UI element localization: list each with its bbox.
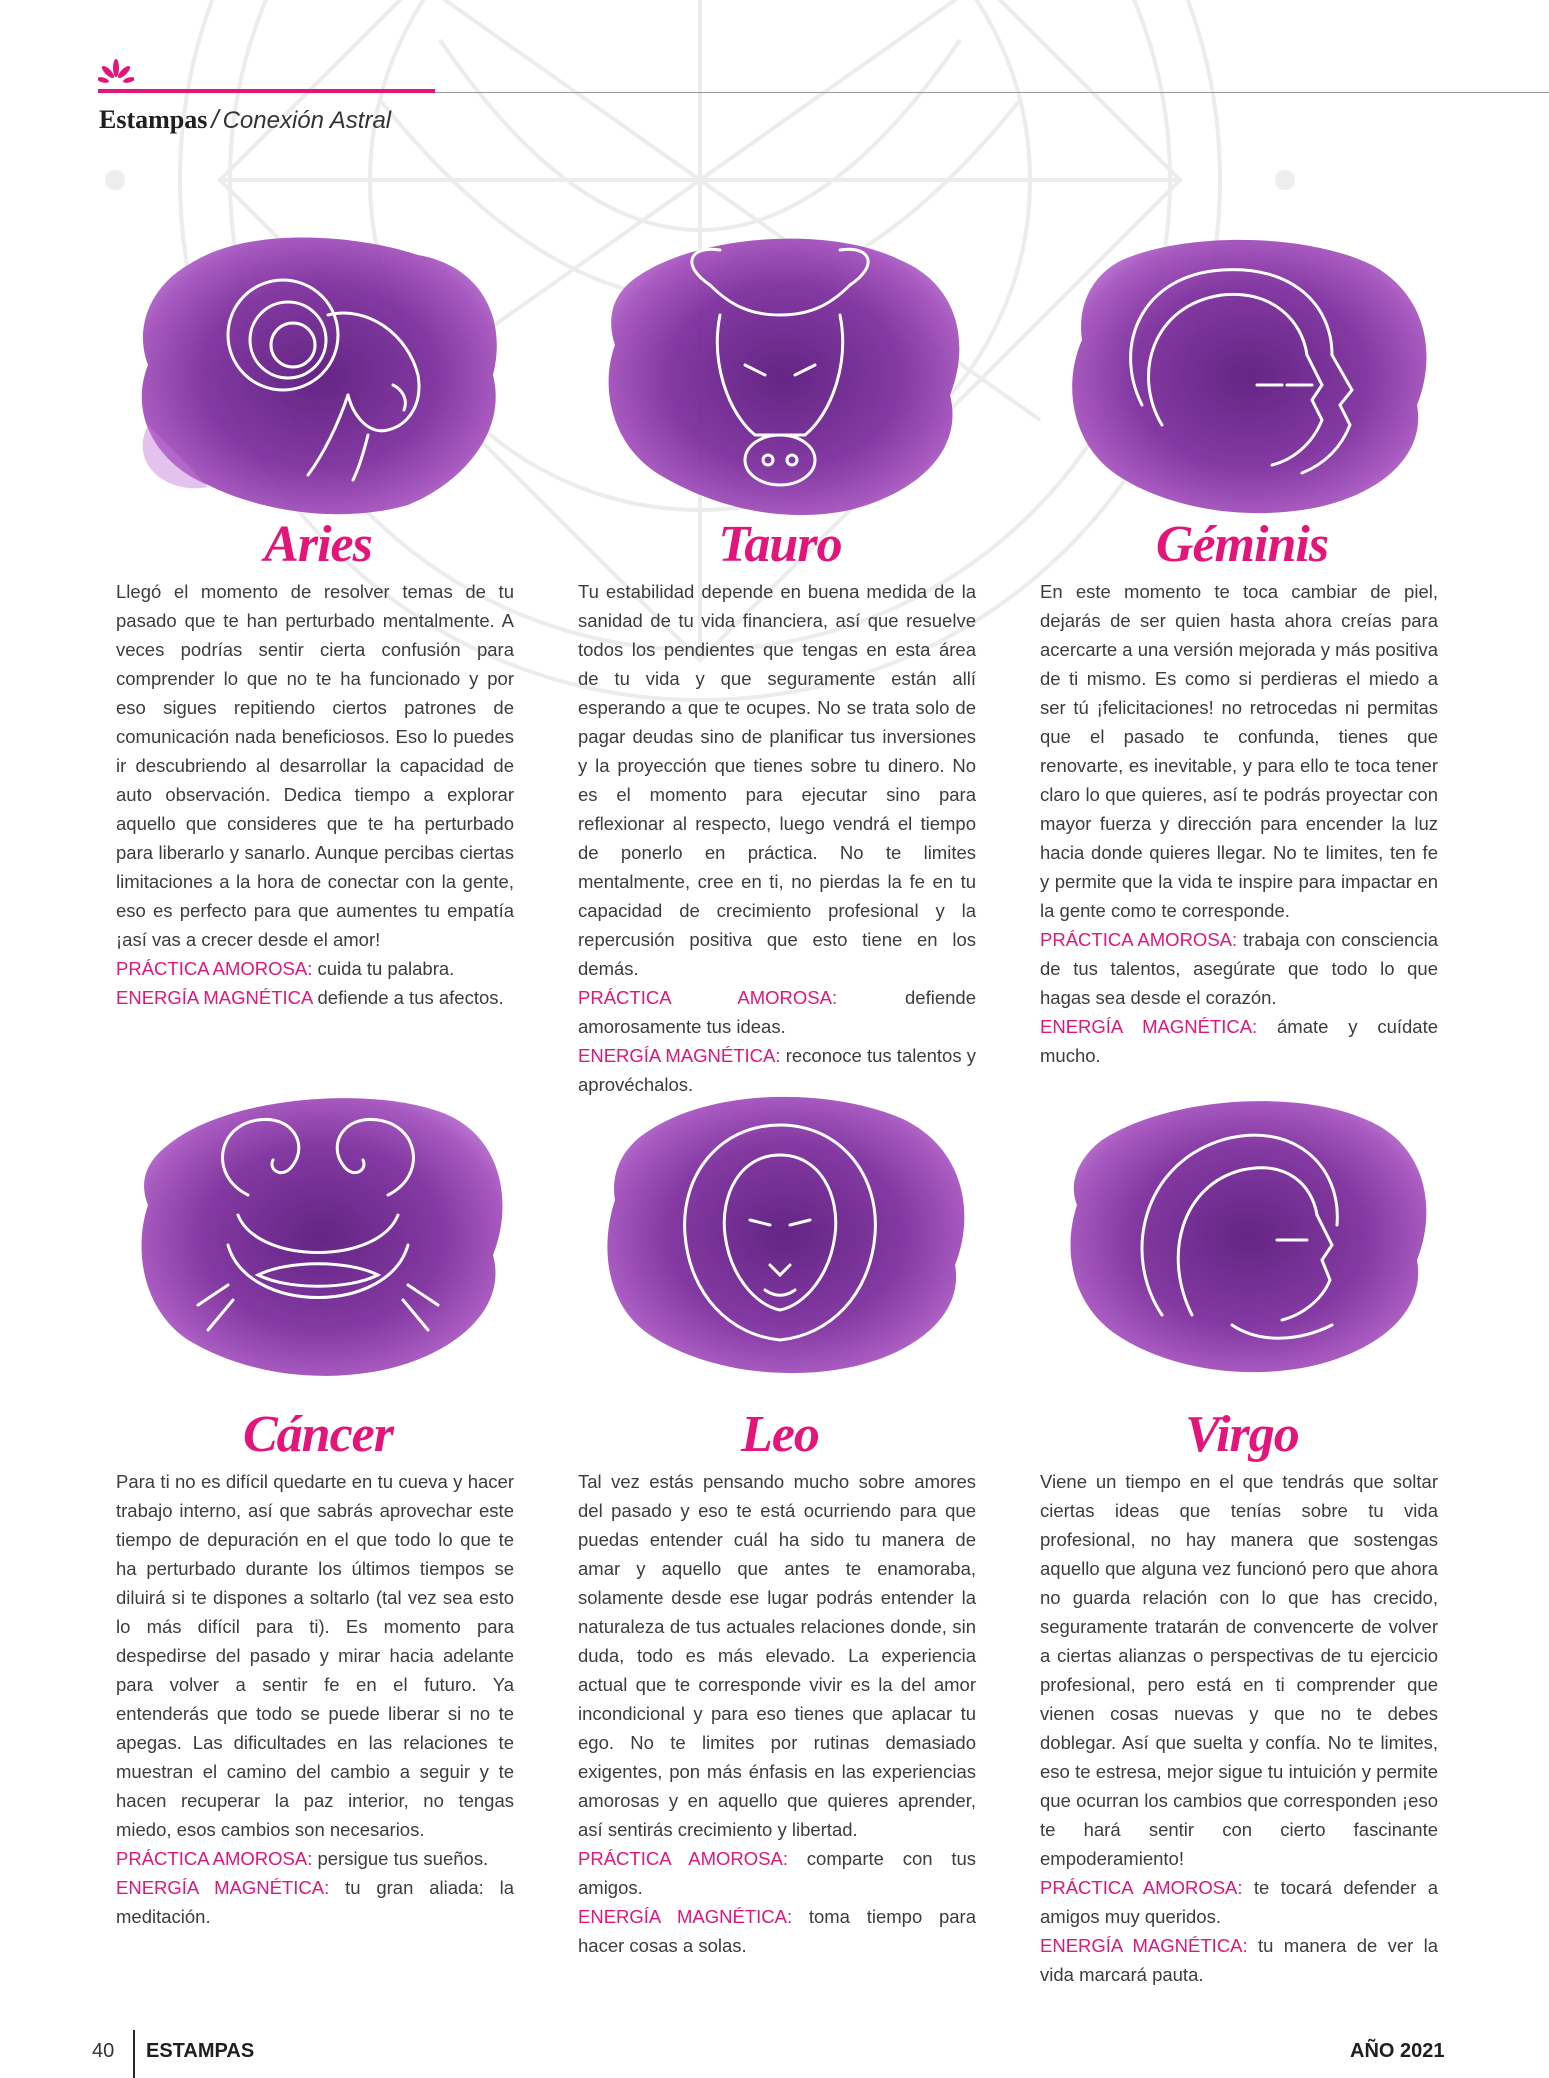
section-name: Conexión Astral [222,107,392,134]
sign-name: Géminis [1155,516,1329,573]
love-text: cuida tu palabra. [317,958,455,979]
love-label: PRÁCTICA AMOROSA: [1040,1877,1243,1898]
sign-name: Leo [741,1406,819,1463]
sign-horoscope [578,577,976,1099]
horoscope-text: En este momento te toca cambiar de piel, dejarás de ser quien hasta ahora creías para acercarte a una versión mejorada y más positiva de ti mismo. Es como si perdieras el miedo a ser tú ¡felicitaciones! no retrocedas ni permitas que el pasado te confunda, tienes que renovarte, es inevitable, y para ello te toca tener claro lo que quieres, así te podrás proyectar con mayor fuerza y dirección para encender la luz hacia donde quieres llegar. No te limites, ten fe y permite que la vida te inspire para impactar en la gente como te corresponde. [1040,581,1438,921]
love-practice [116,954,514,983]
issue-year: AÑO 2021 [1350,2040,1445,2062]
sign-horoscope [1040,1467,1438,1989]
sign-name: Virgo [1185,1406,1299,1463]
energy-label: ENERGÍA MAGNÉTICA: [116,1877,330,1898]
horoscope-text: Tu estabilidad depende en buena medida de la sanidad de tu vida financiera, así que resuelve todos los pendientes que tengas en esta área de tu vida y que seguramente están allí esperando a que te ocupes. No se trata solo de pagar deudas sino de planificar tus inversiones y la proyección que tienes sobre tu dinero. No es el momento para ejecutar sino para reflexionar al respecto, luego vendrá el tiempo de ponerlo en práctica. No te limites mentalmente, cree en ti, no pierdas la fe en tu capacidad de crecimiento profesional y la repercusión positiva que esto tiene en los demás. [578,581,976,979]
love-practice [578,1844,976,1902]
love-practice [1040,1873,1438,1931]
love-label: PRÁCTICA AMOROSA: [116,1848,313,1869]
title-separator: / [211,104,219,134]
header-accent-line [98,89,435,93]
sign-horoscope [1040,577,1438,1070]
sign-horoscope [578,1467,976,1960]
aries-watercolor-illustration [108,225,528,525]
page-number: 40 [92,2040,115,2062]
sign-name: Aries [264,516,372,573]
magnetic-energy [1040,1012,1438,1070]
leo-watercolor-illustration [570,1085,990,1385]
sign-horoscope [116,1467,514,1931]
love-text: comparte con tus amigos. [578,1848,976,1898]
sign-name: Cáncer [243,1406,393,1463]
love-text: persigue tus sueños. [317,1848,489,1869]
love-label: PRÁCTICA AMOROSA: [578,1848,788,1869]
energy-label: ENERGÍA MAGNÉTICA [116,987,313,1008]
magnetic-energy [578,1902,976,1960]
love-text: te tocará defender a amigos muy queridos. [1040,1877,1438,1927]
energy-label: ENERGÍA MAGNÉTICA: [578,1045,781,1066]
love-practice [1040,925,1438,1012]
love-text: trabaja con consciencia de tus talentos, asegúrate que todo lo que hagas sea desde el corazón. [1040,929,1438,1008]
energy-text: tu gran aliada: la meditación. [116,1877,514,1927]
sign-horoscope [116,577,514,1012]
horoscope-text: Tal vez estás pensando mucho sobre amores del pasado y eso te está ocurriendo para que puedas entender cuál ha sido tu manera de amar y aquello que antes te enamoraba, solamente desde ese lugar podrás entender la naturaleza de tus actuales relaciones donde, sin duda, todo es más elevado. La experiencia actual que te corresponde vivir es la del amor incondicional y para eso tienes que aplacar tu ego. No te limites por rutinas demasiado exigentes, pon más énfasis en las experiencias amorosas y en aquello que quieres aprender, así sentirás crecimiento y libertad. [578,1471,976,1840]
energy-text: tu manera de ver la vida marcará pauta. [1040,1935,1438,1985]
energy-label: ENERGÍA MAGNÉTICA: [1040,1935,1248,1956]
flower-icon [98,58,134,88]
section-title [99,104,391,135]
magazine-name: ESTAMPAS [146,2040,255,2062]
love-practice [578,983,976,1041]
magnetic-energy [116,983,514,1012]
page-footer [0,2040,1549,2078]
horoscope-text: Viene un tiempo en el que tendrás que soltar ciertas ideas que tenías sobre tu vida profesional, no hay manera que sostengas aquello que alguna vez funcionó pero que ahora no guarda relación con lo que has crecido, seguramente tratarán de convencerte de volver a ciertas alianzas o perspectivas de tu ejercicio profesional, pero está en ti comprender que vienen cosas nuevas y que no te debes doblegar. Así que suelta y confía. No te limites, eso te estresa, mejor sigue tu intuición y permite que ocurran los cambios que corresponden ¡eso te hará sentir con cierto fascinante empoderamiento! [1040,1471,1438,1869]
horoscope-text: Llegó el momento de resolver temas de tu pasado que te han perturbado mentalmente. A veces podrías sentir cierta confusión para comprender lo que no te ha funcionado y por eso sigues repitiendo ciertos patrones de comunicación nada beneficiosos. Eso lo puedes ir descubriendo al desarrollar la capacidad de auto observación. Dedica tiempo a explorar aquello que consideres que te ha perturbado para liberarlo y sanarlo. Aunque percibas ciertas limitaciones a la hora de conectar con la gente, eso es perfecto para que aumentes tu empatía ¡así vas a crecer desde el amor! [116,581,514,950]
love-label: PRÁCTICA AMOROSA: [578,987,838,1008]
love-label: PRÁCTICA AMOROSA: [116,958,313,979]
virgo-watercolor-illustration [1032,1085,1452,1385]
energy-text: ámate y cuídate mucho. [1040,1016,1438,1066]
horoscope-text: Para ti no es difícil quedarte en tu cueva y hacer trabajo interno, así que sabrás aprovechar este tiempo de depuración en el que todo lo que te ha perturbado durante los últimos tiempos se diluirá si te dispones a soltarlo (tal vez sea esto lo más difícil para ti). Es momento para despedirse del pasado y mirar hacia adelante para volver a sentir fe en el futuro. Ya entenderás que todo se puede liberar si no te apegas. Las dificultades en las relaciones te muestran el camino del cambio a seguir y te hacen recuperar la paz interior, no tengas miedo, esos cambios son necesarios. [116,1471,514,1840]
magnetic-energy [116,1873,514,1931]
footer-divider [133,2030,135,2078]
brand-name: Estampas [99,105,208,134]
magnetic-energy [1040,1931,1438,1989]
energy-text: reconoce tus talentos y aprovéchalos. [578,1045,977,1095]
page-header [0,0,1549,140]
energy-label: ENERGÍA MAGNÉTICA: [578,1906,793,1927]
energy-text: defiende a tus afectos. [317,987,504,1008]
love-label: PRÁCTICA AMOROSA: [1040,929,1238,950]
energy-text: toma tiempo para hacer cosas a solas. [578,1906,976,1956]
sign-name: Tauro [718,516,842,573]
energy-label: ENERGÍA MAGNÉTICA: [1040,1016,1258,1037]
love-text: defiende amorosamente tus ideas. [578,987,976,1037]
tauro-watercolor-illustration [570,225,990,525]
cancer-watercolor-illustration [108,1085,528,1385]
geminis-watercolor-illustration [1032,225,1452,525]
love-practice [116,1844,514,1873]
header-rule [435,92,1549,93]
